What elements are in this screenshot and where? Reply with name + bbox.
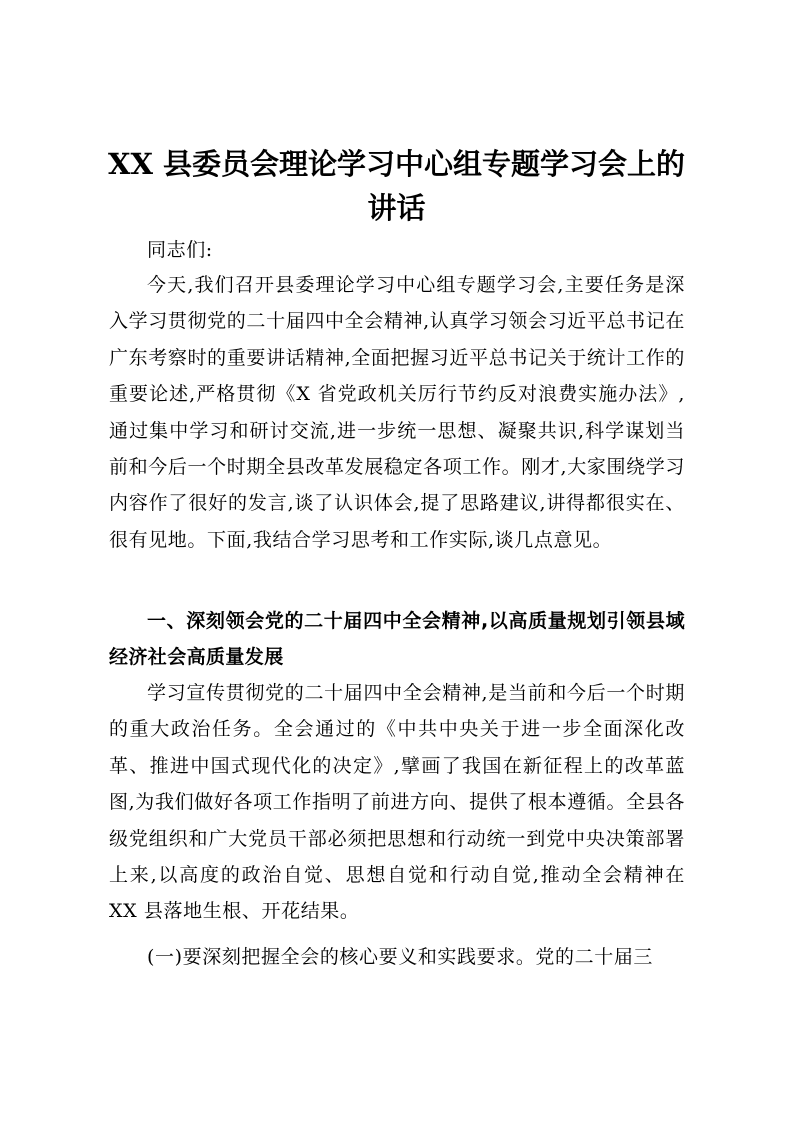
section-1-paragraph: 学习宣传贯彻党的二十届四中全会精神,是当前和今后一个时期的重大政治任务。全会通过的《中共中央关于进一步全面深化改革、推进中国式现代化的决定》,擘画了我国在新征程上的改革蓝图,为我们做好各项工作指明了前进方向、提供了根本遵循。全县各级党组织和广大党员干部必须把思想和行动统一到党中央决策部署上来,以高度的政治自觉、思想自觉和行动自觉,推动全会精神在 XX 县落地生根、开花结果。 bbox=[109, 682, 685, 923]
document-title-line-2: 讲话 bbox=[367, 191, 426, 225]
section-heading-1: 一、深刻领会党的二十届四中全会精神,以高质量规划引领县域经济社会高质量发展 bbox=[109, 610, 685, 669]
document-title-line-1: XX 县委员会理论学习中心组专题学习会上的 bbox=[107, 147, 686, 181]
greeting: 同志们: bbox=[147, 239, 213, 261]
intro-paragraph: 今天,我们召开县委理论学习中心组专题学习会,主要任务是深入学习贯彻党的二十届四中全会精神,认真学习领会习近平总书记在广东考察时的重要讲话精神,全面把握习近平总书记关于统计工作的重要论述,严格贯彻《X 省党政机关厉行节约反对浪费实施办法》,通过集中学习和研讨交流,进一步统一思想、凝聚共识,科学谋划当前和今后一个时期全县改革发展稳定各项工作。刚才,大家围绕学习内容作了很好的发言,谈了认识体会,提了思路建议,讲得都很实在、很有见地。下面,我结合学习思考和工作实际,谈几点意见。 bbox=[109, 274, 685, 551]
subsection-1-text: (一)要深刻把握全会的核心要义和实践要求。党的二十届三 bbox=[147, 946, 654, 968]
